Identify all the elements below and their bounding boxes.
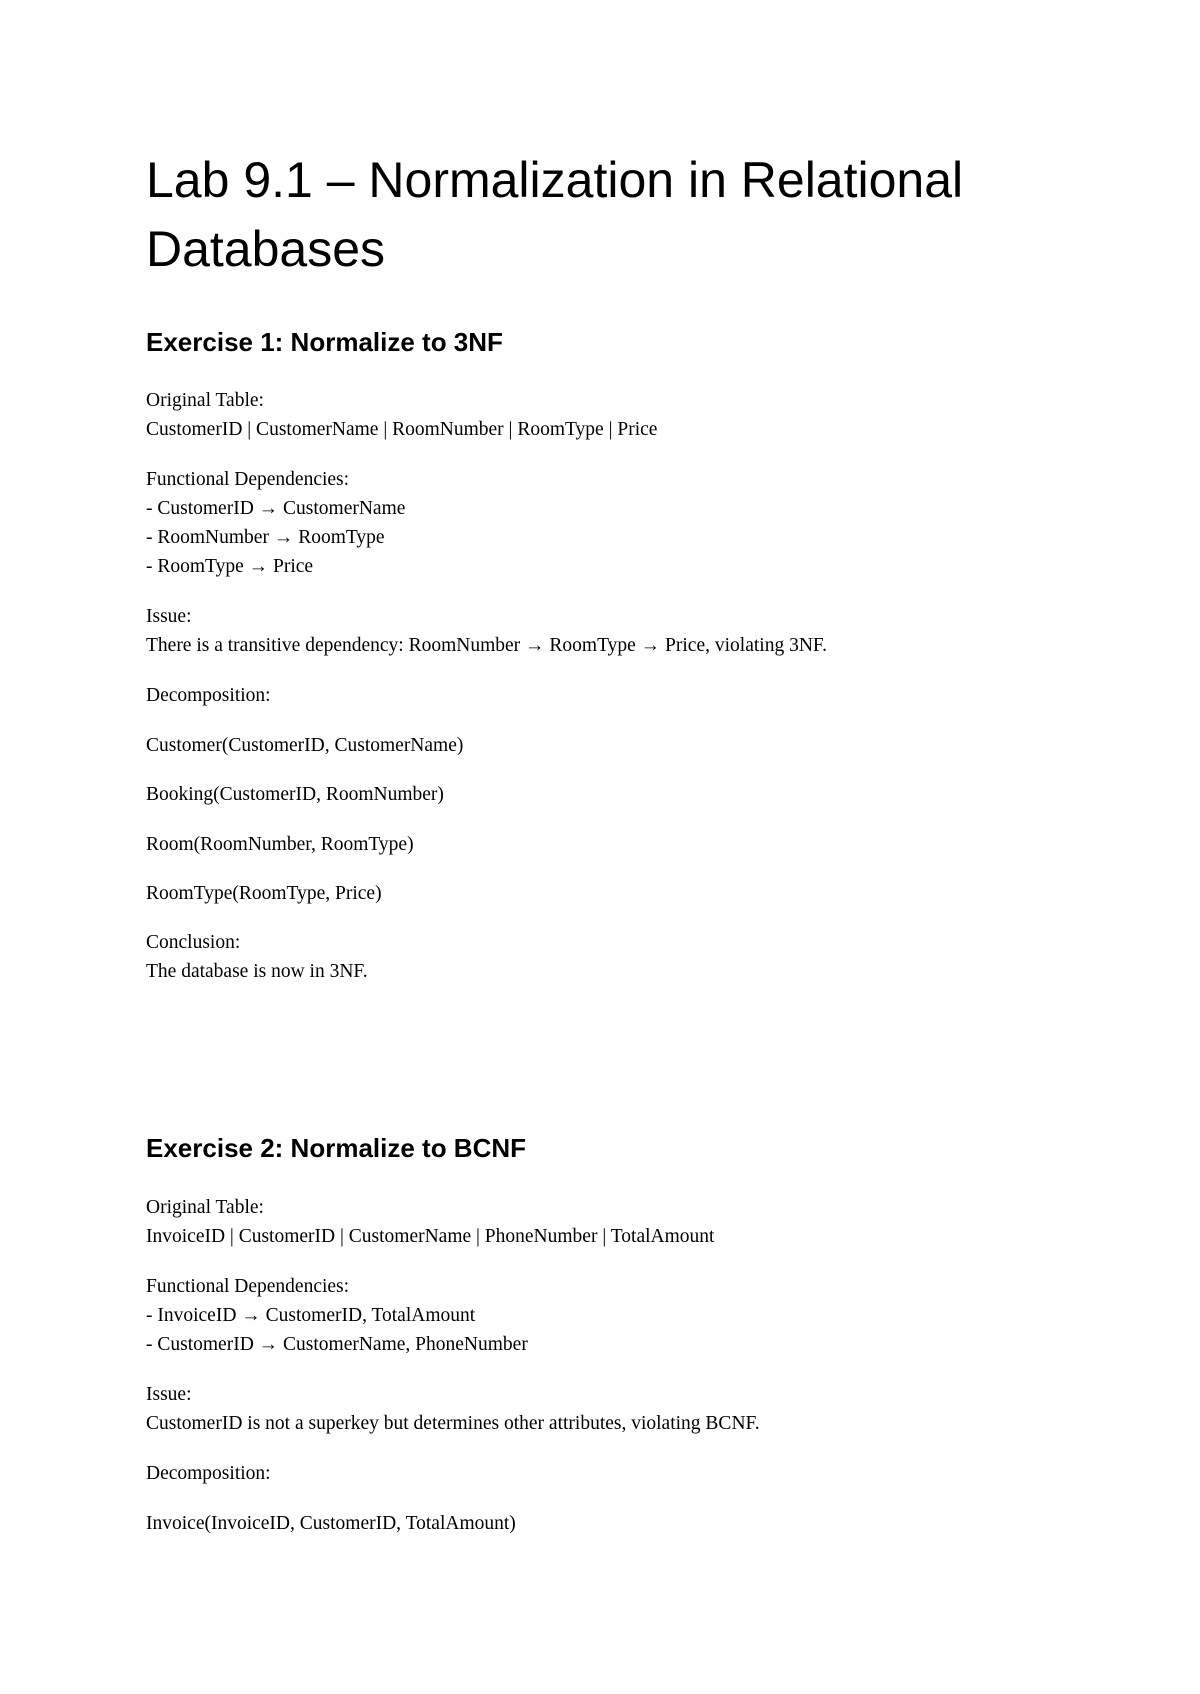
ex2-decomposition-label: Decomposition: [146,1463,271,1484]
ex2-fd-item: - InvoiceID → CustomerID, TotalAmount [146,1305,476,1326]
ex1-conclusion-text: The database is now in 3NF. [146,961,368,982]
ex1-decomposition-label: Decomposition: [146,685,271,706]
ex1-conclusion-label: Conclusion: [146,932,241,953]
ex1-fd-item: - RoomType → Price [146,556,314,577]
ex1-relation: Booking(CustomerID, RoomNumber) [146,784,444,805]
ex2-issue-text: CustomerID is not a superkey but determines other attributes, violating BCNF. [146,1413,760,1434]
ex2-issue-label: Issue: [146,1384,192,1405]
ex1-relation: Customer(CustomerID, CustomerName) [146,735,464,756]
ex2-functional-dependencies-label: Functional Dependencies: [146,1276,350,1297]
ex2-relation: Invoice(InvoiceID, CustomerID, TotalAmount) [146,1513,516,1534]
ex1-original-table-label: Original Table: [146,390,264,411]
ex1-functional-dependencies-label: Functional Dependencies: [146,469,350,490]
ex2-fd-item: - CustomerID → CustomerName, PhoneNumber [146,1334,528,1355]
exercise-1-heading: Exercise 1: Normalize to 3NF [146,327,503,357]
ex1-original-table-columns: CustomerID | CustomerName | RoomNumber | RoomType | Price [146,419,658,440]
ex2-original-table-label: Original Table: [146,1197,264,1218]
ex1-issue-text: There is a transitive dependency: RoomNumber → RoomType → Price, violating 3NF. [146,635,828,656]
ex1-relation: RoomType(RoomType, Price) [146,883,382,904]
ex1-relation: Room(RoomNumber, RoomType) [146,834,414,855]
document-title: Lab 9.1 – Normalization in Relational Databases [146,152,964,277]
ex1-fd-item: - CustomerID → CustomerName [146,498,406,519]
ex1-fd-item: - RoomNumber → RoomType [146,527,385,548]
exercise-2-heading: Exercise 2: Normalize to BCNF [146,1133,527,1163]
ex2-original-table-columns: InvoiceID | CustomerID | CustomerName | PhoneNumber | TotalAmount [146,1226,715,1247]
ex1-issue-label: Issue: [146,606,192,627]
